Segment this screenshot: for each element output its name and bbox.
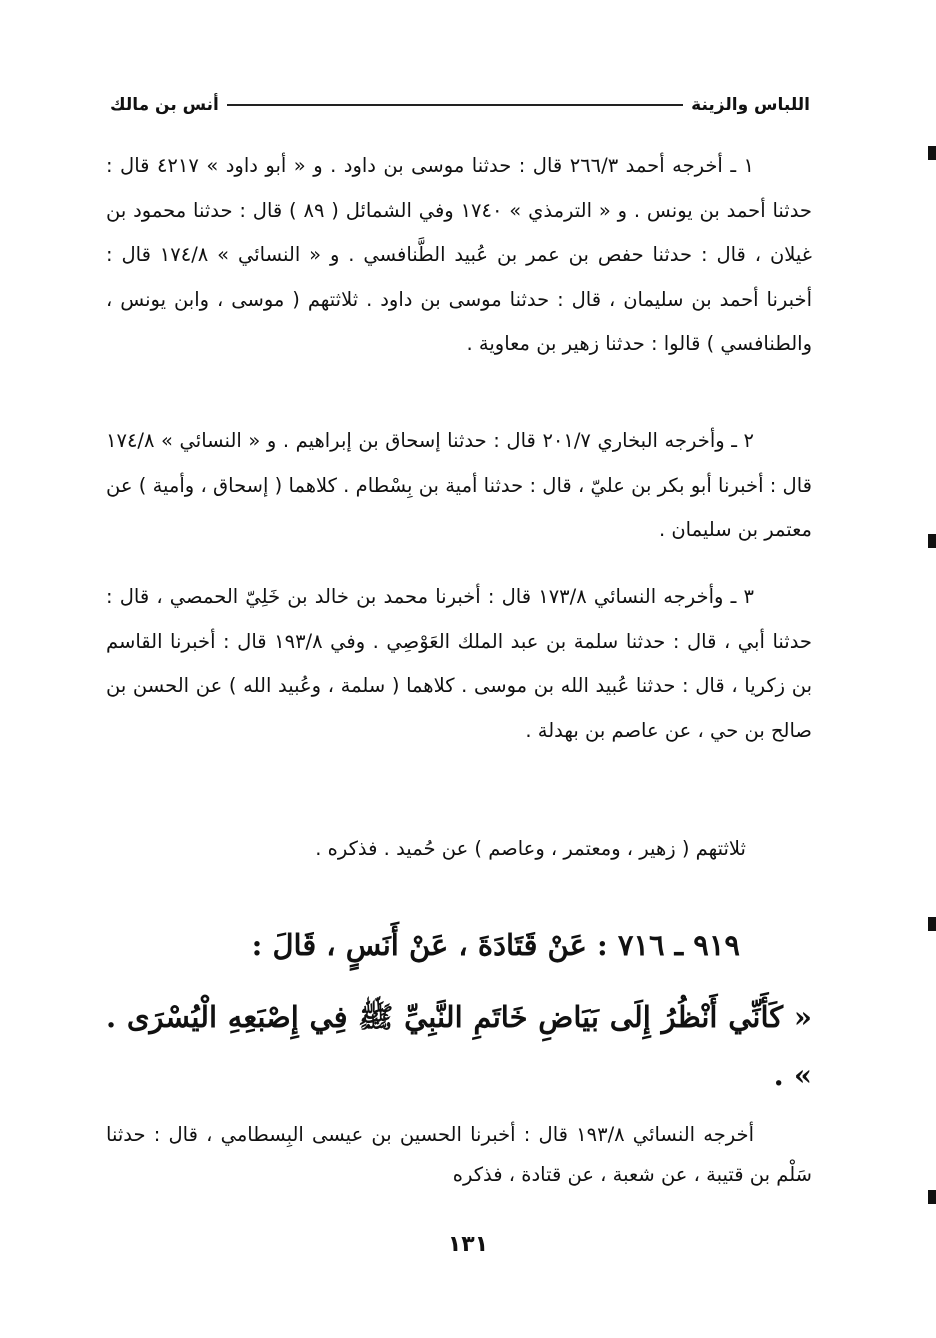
scan-edge-mark [928, 1190, 936, 1204]
hadith-text [106, 988, 812, 1104]
chapter-title: اللباس والزينة [691, 95, 810, 115]
scan-edge-mark [928, 146, 936, 160]
paragraph-4-text: ثلاثتهم ( زهير ، ومعتمر ، وعاصم ) عن حُميد . فذكره . [315, 837, 746, 860]
hadith-takhrij-text: أخرجه النسائي ١٩٣/٨ قال : أخبرنا الحسين بن عيسى البِسطامي ، قال : حدثنا سَلْم بن قتيبة ، عن شعبة ، عن قتادة ، فذكره [106, 1123, 812, 1186]
paragraph-1-text: ١ ـ أخرجه أحمد ٢٦٦/٣ قال : حدثنا موسى بن داود . و « أبو داود » ٤٢١٧ قال : حدثنا أحمد بن يونس . و « الترمذي » ١٧٤٠ وفي الشمائل ( ٨٩ ) قال : حدثنا محمود بن غيلان ، قال : حدثنا حفص بن عمر بن عُبيد الطَّنافسي . و « النسائي » ١٧٤/٨ قال : أخبرنا أحمد بن سليمان ، قال : حدثنا موسى بن داود . ثلاثتهم ( موسى ، وابن يونس ، والطنافسي ) قالوا : حدثنا زهير بن معاوية . [106, 154, 812, 355]
page-number: ١٣١ [447, 1232, 489, 1257]
running-header [110, 90, 810, 120]
hadith-text-content: « كَأَنِّي أَنْظُرُ إِلَى بَيَاضِ خَاتَمِ النَّبِيِّ ﷺ فِي إِصْبَعِهِ الْيُسْرَى . » . [106, 1000, 812, 1092]
hadith-heading [106, 915, 812, 975]
hadith-takhrij [106, 1115, 812, 1195]
header-rule [227, 104, 683, 106]
paragraph-2 [106, 419, 812, 553]
paragraph-1 [106, 144, 812, 367]
paragraph-4 [106, 827, 746, 871]
paragraph-2-text: ٢ ـ وأخرجه البخاري ٢٠١/٧ قال : حدثنا إسحاق بن إبراهيم . و « النسائي » ١٧٤/٨ قال : أخبرنا أبو بكر بن عليّ ، قال : حدثنا أمية بن بِسْطام . كلاهما ( إسحاق ، وأمية ) عن معتمر بن سليمان . [106, 429, 812, 541]
scan-edge-mark [928, 917, 936, 931]
section-title: أنس بن مالك [110, 95, 219, 115]
paragraph-3 [106, 575, 812, 753]
hadith-heading-text: ٩١٩ ـ ٧١٦ : عَنْ قَتَادَةَ ، عَنْ أَنَسٍ ، قَالَ : [251, 928, 740, 962]
paragraph-3-text: ٣ ـ وأخرجه النسائي ١٧٣/٨ قال : أخبرنا محمد بن خالد بن خَلِيّ الحمصي ، قال : حدثنا أبي ، قال : حدثنا سلمة بن عبد الملك العَوْصِي . وفي ١٩٣/٨ قال : أخبرنا القاسم بن زكريا ، قال : حدثنا عُبيد الله بن موسى . كلاهما ( سلمة ، وعُبيد الله ) عن الحسن بن صالح بن حي ، عن عاصم بن بهدلة . [106, 585, 812, 742]
scan-edge-mark [928, 534, 936, 548]
